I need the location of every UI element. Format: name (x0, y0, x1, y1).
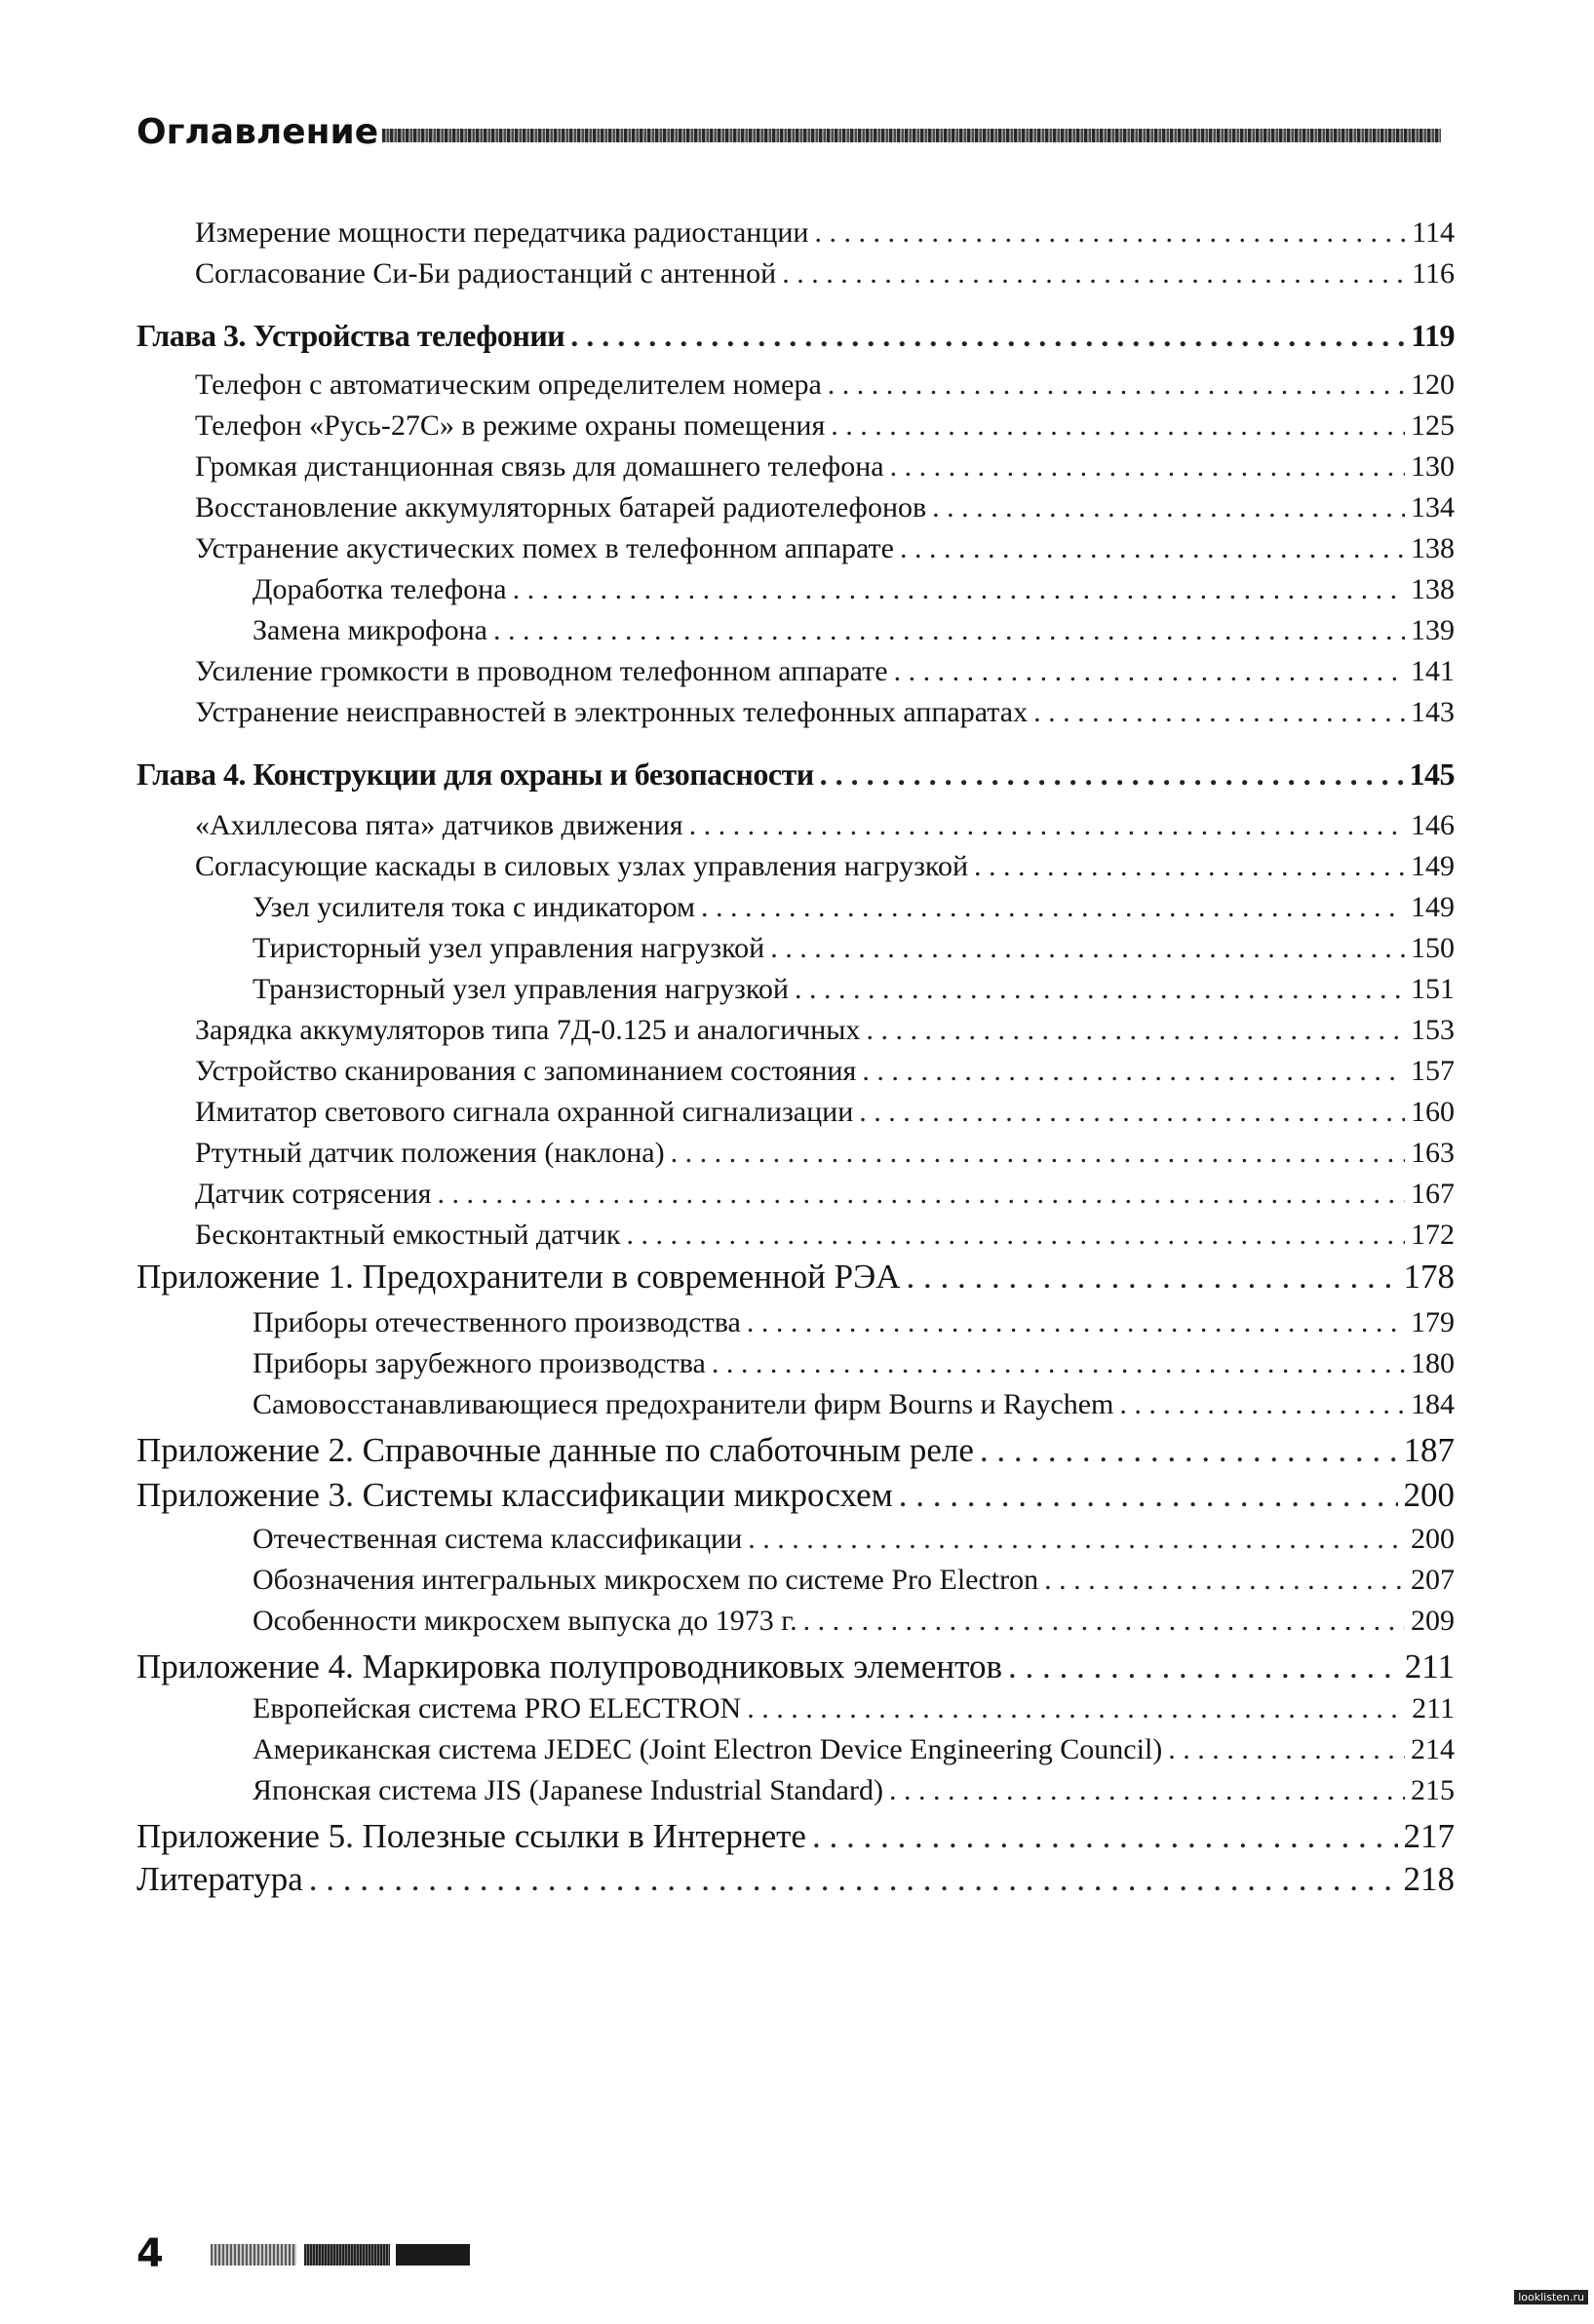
dot-leader (437, 1178, 1405, 1211)
dot-leader (309, 1860, 1398, 1899)
toc-entry-page: 211 (1404, 1647, 1455, 1685)
toc-entry-title: Бесконтактный емкостный датчик (195, 1219, 621, 1251)
dot-leader (820, 756, 1404, 793)
toc-entry (253, 973, 1455, 1010)
toc-entry (195, 1219, 1455, 1256)
dot-leader (1168, 1733, 1405, 1766)
toc-entry-page: 214 (1411, 1733, 1455, 1765)
toc-entry-title: Самовосстанавливающиеся предохранители фирм Bourns и Raychem (253, 1388, 1114, 1420)
dot-leader (770, 932, 1405, 965)
dot-leader (831, 409, 1405, 443)
toc-entry-page: 141 (1411, 655, 1455, 687)
toc-entry (253, 614, 1455, 651)
toc-entry-title: Приложение 3. Системы классификации микросхем (136, 1476, 893, 1514)
toc-entry-page: 146 (1411, 809, 1455, 841)
dot-leader (862, 1055, 1405, 1088)
toc-entry-title: Американская система JEDEC (Joint Electron Device Engineering Council) (253, 1733, 1163, 1765)
dot-leader (907, 1258, 1398, 1297)
toc-entry (195, 1096, 1455, 1133)
toc-entry-title: Доработка телефона (253, 573, 507, 605)
toc-entry-title: Устранение неисправностей в электронных телефонных аппаратах (195, 696, 1029, 728)
toc-entry-page: 217 (1403, 1817, 1455, 1855)
dot-leader (1119, 1388, 1405, 1421)
toc-entry-title: Замена микрофона (253, 614, 487, 646)
toc-entry-title: Особенности микросхем выпуска до 1973 г. (253, 1605, 797, 1637)
dot-leader (712, 1347, 1405, 1380)
toc-entry-page: 151 (1411, 973, 1455, 1005)
dot-leader (626, 1219, 1405, 1252)
toc-entry-page: 138 (1411, 532, 1455, 564)
toc-entry-title: Приборы отечественного производства (253, 1306, 741, 1338)
toc-entry-title: Имитатор светового сигнала охранной сигнализации (195, 1096, 854, 1128)
dot-leader (894, 655, 1405, 688)
toc-entry (253, 1523, 1455, 1560)
toc-entry (253, 1564, 1455, 1601)
toc-entry-page: 178 (1403, 1258, 1455, 1296)
toc-entry-page: 130 (1411, 450, 1455, 483)
toc-entry (195, 257, 1455, 294)
toc-entry (195, 1178, 1455, 1215)
toc-entry-page: 134 (1411, 491, 1455, 523)
dot-leader (513, 573, 1405, 606)
toc-entry-page: 172 (1411, 1219, 1455, 1251)
toc-entry-title: Приборы зарубежного производства (253, 1347, 706, 1379)
toc-entry-page: 138 (1411, 573, 1455, 605)
toc-entry-page: 139 (1411, 614, 1455, 646)
dot-leader (815, 216, 1407, 250)
toc-entry-page: 207 (1411, 1564, 1455, 1596)
toc-entry-page: 150 (1411, 932, 1455, 964)
footer-decorative-bar (211, 2244, 296, 2266)
toc-entry-title: Европейская система PRO ELECTRON (253, 1692, 742, 1724)
toc-appendix-entry (136, 1647, 1455, 1690)
dot-leader (932, 491, 1405, 524)
toc-entry-title: Глава 4. Конструкции для охраны и безопасности (136, 756, 814, 792)
toc-entry-page: 215 (1411, 1774, 1455, 1806)
toc-entry-title: Литература (136, 1860, 303, 1898)
toc-entry (195, 696, 1455, 733)
toc-entry-title: Ртутный датчик положения (наклона) (195, 1137, 665, 1169)
dot-leader (974, 850, 1405, 883)
toc-entry (195, 450, 1455, 487)
toc-entry-page: 125 (1411, 409, 1455, 442)
toc-entry (195, 1014, 1455, 1051)
page-number: 4 (136, 2231, 164, 2276)
toc-entry-page: 120 (1411, 368, 1455, 401)
toc-entry-title: «Ахиллесова пята» датчиков движения (195, 809, 683, 841)
toc-entry-title: Устранение акустических помех в телефонном аппарате (195, 532, 894, 564)
dot-leader (1044, 1564, 1405, 1597)
dot-leader (782, 257, 1406, 290)
toc-entry (195, 850, 1455, 887)
toc-entry-page: 184 (1411, 1388, 1455, 1420)
dot-leader (493, 614, 1405, 647)
toc-chapter-entry (136, 318, 1455, 357)
dot-leader (701, 891, 1405, 924)
toc-entry-title: Зарядка аккумуляторов типа 7Д-0.125 и аналогичных (195, 1014, 861, 1046)
toc-entry-title: Датчик сотрясения (195, 1178, 432, 1210)
toc-entry-title: Транзисторный узел управления нагрузкой (253, 973, 789, 1005)
toc-entry (195, 532, 1455, 569)
dot-leader (859, 1096, 1405, 1129)
toc-appendix-entry (136, 1817, 1455, 1860)
dot-leader (748, 1523, 1405, 1556)
dot-leader (890, 450, 1405, 484)
toc-entry (253, 1388, 1455, 1425)
dot-leader (812, 1817, 1398, 1856)
toc-entry (253, 1733, 1455, 1770)
toc-entry-page: 143 (1411, 696, 1455, 728)
page-title: Оглавление (136, 112, 379, 152)
toc-entry-title: Согласующие каскады в силовых узлах управления нагрузкой (195, 850, 969, 882)
toc-entry-page: 157 (1411, 1055, 1455, 1087)
toc-entry-title: Усиление громкости в проводном телефонном аппарате (195, 655, 888, 687)
dot-leader (1008, 1647, 1399, 1686)
dot-leader (747, 1306, 1405, 1339)
toc-entry-title: Японская система JIS (Japanese Industrial Standard) (253, 1774, 883, 1806)
toc-entry-page: 153 (1411, 1014, 1455, 1046)
toc-entry-title: Телефон «Русь-27С» в режиме охраны помещения (195, 409, 826, 442)
toc-entry-title: Узел усилителя тока с индикатором (253, 891, 696, 923)
toc-entry-title: Отечественная система классификации (253, 1523, 743, 1555)
toc-entry (253, 1347, 1455, 1384)
toc-entry-title: Телефон с автоматическим определителем номера (195, 368, 822, 401)
toc-entry-page: 163 (1411, 1137, 1455, 1169)
dot-leader (828, 368, 1405, 402)
toc-entry-page: 200 (1403, 1476, 1455, 1514)
toc-entry (253, 573, 1455, 610)
dot-leader (980, 1431, 1398, 1470)
toc-entry-page: 160 (1411, 1096, 1455, 1128)
toc-entry-page: 200 (1411, 1523, 1455, 1555)
dot-leader (689, 809, 1405, 842)
toc-appendix-entry (136, 1258, 1455, 1300)
dot-leader (671, 1137, 1405, 1170)
toc-entry-page: 179 (1411, 1306, 1455, 1338)
dot-leader (1033, 696, 1405, 729)
dot-leader (803, 1605, 1405, 1638)
toc-entry (253, 932, 1455, 969)
dot-leader (866, 1014, 1405, 1047)
dot-leader (747, 1692, 1406, 1725)
toc-entry-page: 187 (1403, 1431, 1455, 1469)
dot-leader (900, 532, 1405, 565)
toc-entry-title: Приложение 1. Предохранители в современной РЭА (136, 1258, 901, 1296)
toc-entry-title: Глава 3. Устройства телефонии (136, 318, 565, 353)
toc-entry (253, 1306, 1455, 1343)
dot-leader (795, 973, 1405, 1006)
toc-entry-page: 167 (1411, 1178, 1455, 1210)
toc-chapter-entry (136, 756, 1455, 795)
toc-entry-page: 180 (1411, 1347, 1455, 1379)
toc-entry-page: 149 (1411, 891, 1455, 923)
footer-decorative-bar (396, 2244, 470, 2266)
toc-entry-title: Приложение 4. Маркировка полупроводниковых элементов (136, 1647, 1002, 1685)
toc-entry (195, 368, 1455, 406)
toc-entry-title: Согласование Си-Би радиостанций с антенной (195, 257, 777, 290)
toc-appendix-entry (136, 1476, 1455, 1519)
toc-entry-page: 209 (1411, 1605, 1455, 1637)
toc-entry-page: 218 (1403, 1860, 1455, 1898)
toc-entry-title: Тиристорный узел управления нагрузкой (253, 932, 765, 964)
toc-entry-title: Приложение 2. Справочные данные по слаботочным реле (136, 1431, 974, 1469)
toc-entry (195, 1055, 1455, 1092)
toc-entry-page: 119 (1411, 318, 1455, 353)
toc-entry-title: Обозначения интегральных микросхем по системе Pro Electron (253, 1564, 1039, 1596)
toc-entry-title: Приложение 5. Полезные ссылки в Интернете (136, 1817, 806, 1855)
watermark: looklisten.ru (1514, 2290, 1588, 2305)
toc-entry-title: Восстановление аккумуляторных батарей радиотелефонов (195, 491, 927, 523)
dot-leader (889, 1774, 1405, 1807)
toc-entry (195, 216, 1455, 253)
toc-appendix-entry (136, 1431, 1455, 1474)
toc-entry (195, 655, 1455, 692)
toc-entry-page: 114 (1412, 216, 1455, 249)
toc-entry-page: 145 (1409, 756, 1455, 792)
dot-leader (899, 1476, 1398, 1515)
toc-entry (195, 491, 1455, 528)
toc-entry-title: Громкая дистанционная связь для домашнего телефона (195, 450, 884, 483)
page-footer (136, 2231, 468, 2324)
toc-entry (195, 409, 1455, 446)
dot-leader (570, 318, 1405, 354)
toc-entry (253, 891, 1455, 928)
toc-entry-page: 211 (1412, 1692, 1455, 1724)
toc-entry (195, 809, 1455, 846)
toc-entry-page: 116 (1412, 257, 1455, 290)
toc-entry-title: Устройство сканирования с запоминанием состояния (195, 1055, 857, 1087)
toc-entry-page: 149 (1411, 850, 1455, 882)
toc-entry (253, 1692, 1455, 1729)
footer-decorative-bar (304, 2244, 390, 2266)
toc-entry (195, 1137, 1455, 1174)
toc-entry (253, 1774, 1455, 1811)
toc-entry-title: Измерение мощности передатчика радиостанции (195, 216, 809, 249)
toc-appendix-entry (136, 1860, 1455, 1903)
toc-entry (253, 1605, 1455, 1642)
